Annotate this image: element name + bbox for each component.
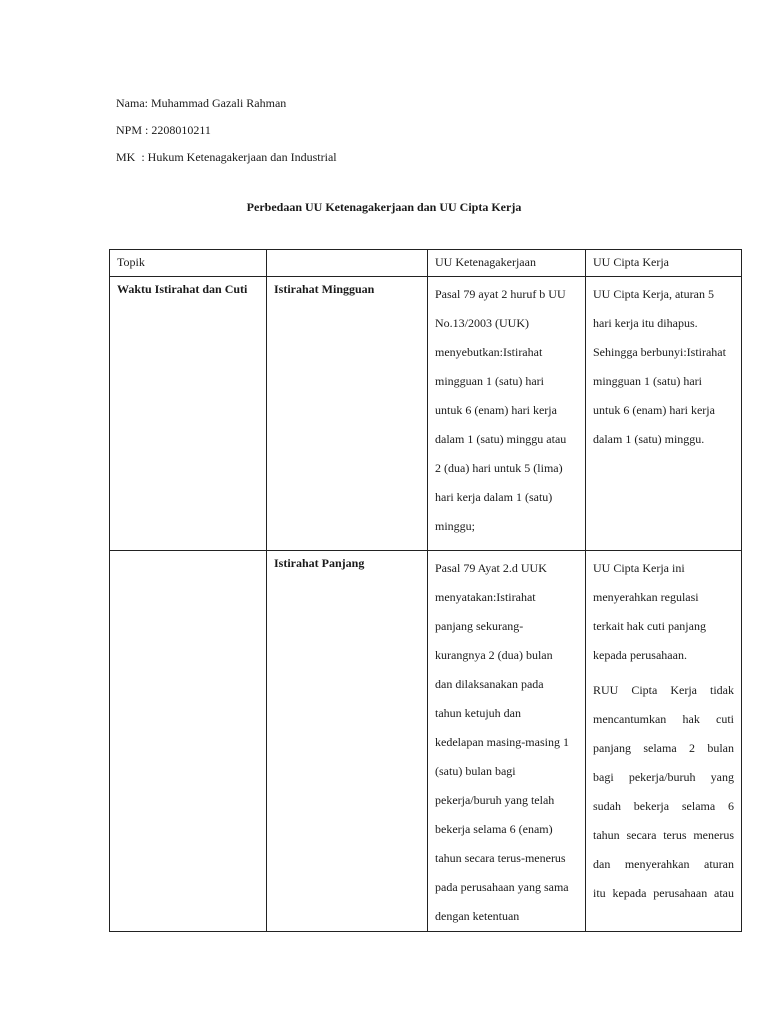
table-row xyxy=(110,277,742,551)
uuck-line: UU Cipta Kerja ini xyxy=(593,561,685,575)
uuk-line: untuk 6 (enam) hari kerja xyxy=(435,403,557,417)
uuck-line: hari kerja itu dihapus. xyxy=(593,316,698,330)
topik-label: Waktu Istirahat dan Cuti xyxy=(117,282,248,296)
header-cell-topik: Topik xyxy=(110,250,267,277)
uuck-line: itu kepada perusahaan atau xyxy=(593,886,734,900)
uuk-line: Pasal 79 Ayat 2.d UUK xyxy=(435,561,547,575)
comparison-table xyxy=(109,249,742,932)
course-line: MK : Hukum Ketenagakerjaan dan Industrial xyxy=(116,150,337,164)
uuk-line: kedelapan masing-masing 1 xyxy=(435,735,569,749)
uuk-line: pada perusahaan yang sama xyxy=(435,880,569,894)
uuk-line: hari kerja dalam 1 (satu) xyxy=(435,490,553,504)
uuck-line: menyerahkan regulasi xyxy=(593,590,699,604)
header-cell-uuck: UU Cipta Kerja xyxy=(586,250,742,277)
uuk-line: dan dilaksanakan pada xyxy=(435,677,544,691)
student-npm-line: NPM : 2208010211 xyxy=(116,123,211,137)
uuk-line: 2 (dua) hari untuk 5 (lima) xyxy=(435,461,563,475)
uuk-line: pekerja/buruh yang telah xyxy=(435,793,555,807)
uuck-line: panjang selama 2 bulan xyxy=(593,741,734,755)
uuk-line: No.13/2003 (UUK) xyxy=(435,316,529,330)
uuck-line: mingguan 1 (satu) hari xyxy=(593,374,702,388)
uuk-line: bekerja selama 6 (enam) xyxy=(435,822,553,836)
uuk-line: minggu; xyxy=(435,519,476,533)
uuck-line: terkait hak cuti panjang xyxy=(593,619,706,633)
uuck-line: dan menyerahkan aturan xyxy=(593,857,734,871)
uuk-line: tahun ketujuh dan xyxy=(435,706,521,720)
header-cell-uuk: UU Ketenagakerjaan xyxy=(428,250,586,277)
uuk-line: mingguan 1 (satu) hari xyxy=(435,374,544,388)
table-header-row xyxy=(110,250,742,277)
uuk-line: menyatakan:Istirahat xyxy=(435,590,536,604)
uuck-line: kepada perusahaan. xyxy=(593,648,687,662)
uuck-cell xyxy=(586,277,742,551)
uuk-line: tahun secara terus-menerus xyxy=(435,851,566,865)
uuk-cell xyxy=(428,551,586,932)
uuck-cell xyxy=(586,551,742,932)
topik-cell xyxy=(110,277,267,551)
uuck-line: sudah bekerja selama 6 xyxy=(593,799,734,813)
uuck-line: RUU Cipta Kerja tidak xyxy=(593,683,734,697)
uuck-line: bagi pekerja/buruh yang xyxy=(593,770,734,784)
uuk-cell xyxy=(428,277,586,551)
sub-topik-cell xyxy=(267,277,428,551)
table-row xyxy=(110,551,742,932)
uuk-line: kurangnya 2 (dua) bulan xyxy=(435,648,553,662)
uuk-line: dengan ketentuan xyxy=(435,909,520,923)
topik-cell xyxy=(110,551,267,932)
uuk-line: dalam 1 (satu) minggu atau xyxy=(435,432,567,446)
header-cell-blank xyxy=(267,250,428,277)
uuck-line: untuk 6 (enam) hari kerja xyxy=(593,403,715,417)
uuk-line: (satu) bulan bagi xyxy=(435,764,516,778)
uuk-line: panjang sekurang- xyxy=(435,619,524,633)
document-title: Perbedaan UU Ketenagakerjaan dan UU Cipta Kerja xyxy=(246,200,522,214)
sub-topik-label: Istirahat Panjang xyxy=(274,556,365,570)
uuck-line: mencantumkan hak cuti xyxy=(593,712,734,726)
sub-topik-label: Istirahat Mingguan xyxy=(274,282,375,296)
student-name-line: Nama: Muhammad Gazali Rahman xyxy=(116,96,287,110)
sub-topik-cell xyxy=(267,551,428,932)
uuk-line: Pasal 79 ayat 2 huruf b UU xyxy=(435,287,566,301)
uuck-line: dalam 1 (satu) minggu. xyxy=(593,432,705,446)
uuck-line: Sehingga berbunyi:Istirahat xyxy=(593,345,726,359)
uuck-line: UU Cipta Kerja, aturan 5 xyxy=(593,287,714,301)
uuck-line: tahun secara terus menerus xyxy=(593,828,734,842)
uuk-line: menyebutkan:Istirahat xyxy=(435,345,543,359)
